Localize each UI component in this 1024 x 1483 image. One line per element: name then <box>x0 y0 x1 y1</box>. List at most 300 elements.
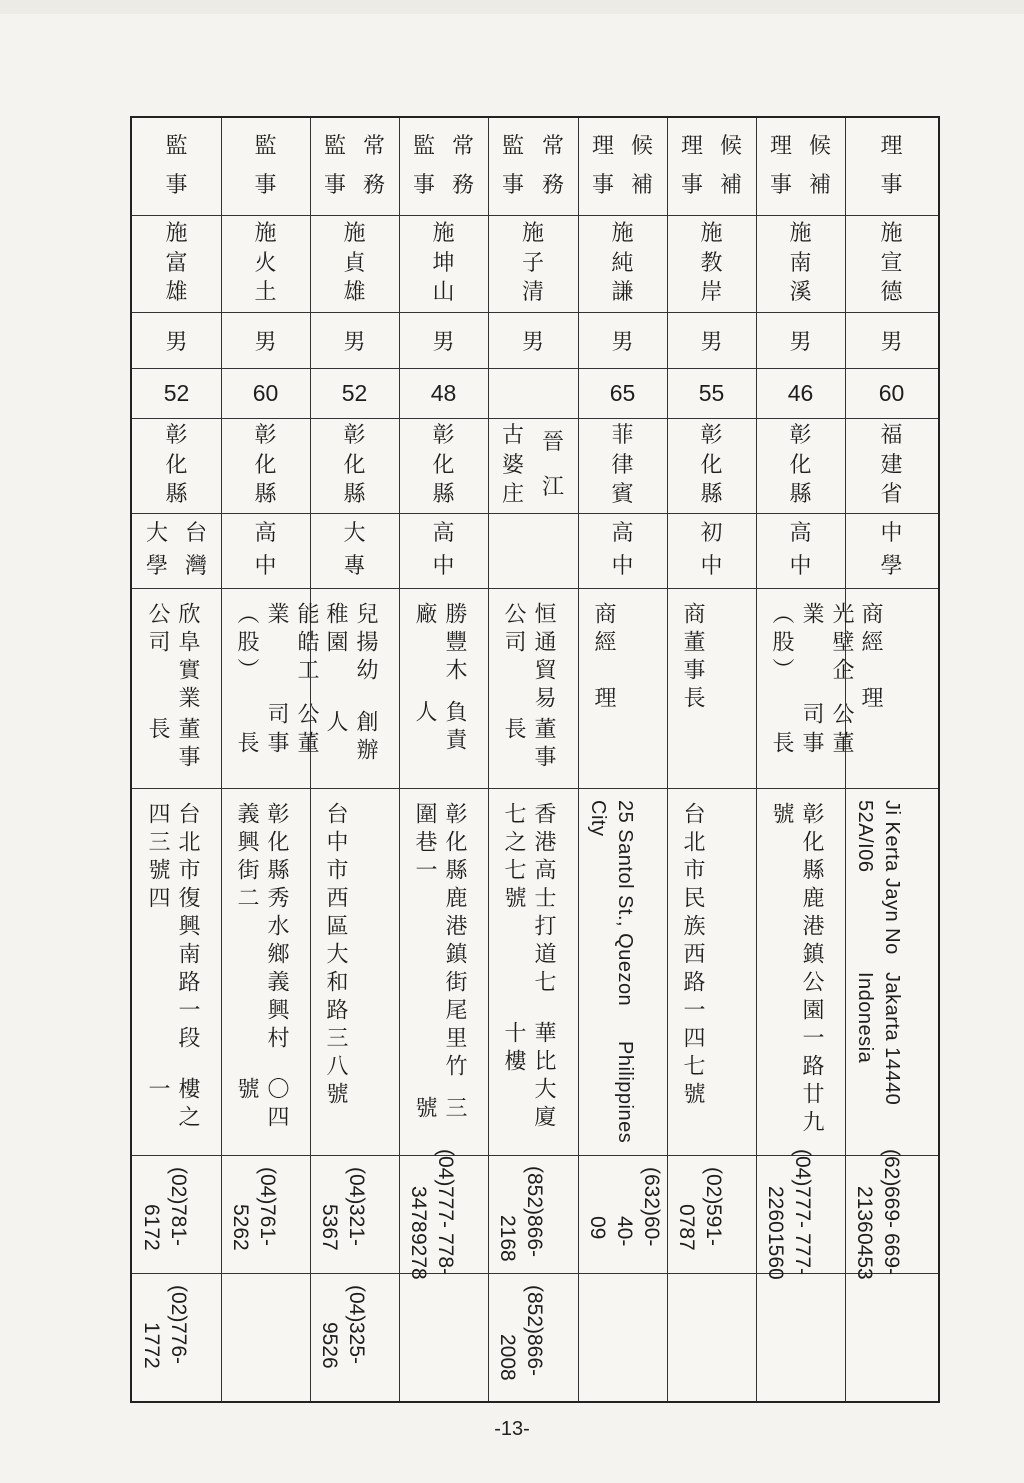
age: 60 <box>252 379 279 406</box>
occupation-line: 公司 <box>264 702 319 731</box>
occupation-line: 商 <box>858 602 883 630</box>
title <box>164 118 190 215</box>
member-column <box>756 118 854 1401</box>
gender: 男 <box>789 329 812 355</box>
member-column <box>667 118 756 1401</box>
occupation <box>845 588 895 788</box>
member-name-char: 德 <box>880 280 903 306</box>
address-line: 彰化縣鹿港鎮公園一路廿九號 <box>769 802 824 1138</box>
phone2-cell <box>667 1273 756 1405</box>
address-line: Jakarta 14440 Indonesia <box>854 972 903 1106</box>
name-cell <box>845 215 938 312</box>
title-left <box>500 118 526 215</box>
origin-char: 化 <box>700 452 723 478</box>
phone2-cell <box>310 1273 399 1405</box>
edu <box>756 513 845 588</box>
phone1-cell <box>132 1155 221 1273</box>
edu-char: 中 <box>789 553 812 579</box>
page-number: -13- <box>494 1418 530 1440</box>
title-pair <box>578 118 667 215</box>
address <box>310 788 360 1155</box>
edu-char: 高 <box>254 521 277 547</box>
edu <box>399 513 488 588</box>
member-name-char: 教 <box>700 250 723 276</box>
member-name <box>756 215 845 312</box>
origin <box>667 418 756 513</box>
name-cell <box>221 215 310 312</box>
title-char: 常 <box>451 133 474 159</box>
member-column <box>578 118 667 1401</box>
phone-line: 669-0453 <box>853 1232 903 1280</box>
occupation <box>667 588 717 788</box>
title-char: 事 <box>591 173 614 199</box>
title-cell <box>488 118 578 215</box>
member-name-char: 岸 <box>700 280 723 306</box>
title-cell <box>667 118 756 215</box>
title-char: 監 <box>501 133 524 159</box>
phone-alt <box>488 1273 554 1405</box>
member-name-char: 雄 <box>343 280 366 306</box>
phone2-cell <box>845 1273 938 1405</box>
address <box>132 788 212 1155</box>
origin-char: 彰 <box>432 423 455 449</box>
address-cell <box>578 788 667 1155</box>
title-char: 理 <box>769 133 792 159</box>
name-cell <box>488 215 578 312</box>
age-cell <box>667 368 756 418</box>
title-pair <box>488 118 578 215</box>
edu-char: 專 <box>343 553 366 579</box>
origin-char: 化 <box>254 452 277 478</box>
title-char: 監 <box>412 133 435 159</box>
origin-char: 晉 <box>541 430 564 455</box>
phone2-cell <box>488 1273 578 1405</box>
phone1-cell <box>845 1148 938 1280</box>
phone1-cell <box>399 1148 488 1280</box>
phone-line: 60-40-09 <box>586 1216 663 1247</box>
title-char: 事 <box>412 173 435 199</box>
edu-cell <box>399 513 488 588</box>
title-char: 務 <box>541 173 564 199</box>
member-name <box>310 215 399 312</box>
title-char: 理 <box>680 133 703 159</box>
origin-cell <box>310 418 399 513</box>
address-line: 25 Santol St., Quezon City <box>587 800 636 1007</box>
origin-char: 古 <box>501 423 524 449</box>
title-char: 事 <box>165 173 188 199</box>
address-cell <box>488 788 578 1155</box>
address-cell <box>399 788 488 1155</box>
edu-char: 中 <box>700 553 723 579</box>
member-column <box>310 118 399 1401</box>
age: 55 <box>698 379 725 406</box>
address <box>845 788 911 1155</box>
gender-cell <box>399 312 488 368</box>
title-char: 補 <box>808 173 831 199</box>
phone-line: (04) <box>791 1148 814 1186</box>
age: 52 <box>341 379 368 406</box>
occupation-line: 商 <box>591 602 616 630</box>
phone-line: 669-2136 <box>853 1185 903 1233</box>
title-pair <box>756 118 845 215</box>
address <box>756 788 836 1155</box>
origin-char: 彰 <box>789 423 812 449</box>
origin-char: 彰 <box>343 423 366 449</box>
occupation-line: 董事長 <box>680 630 705 714</box>
age-cell <box>845 368 938 418</box>
address-line: Ji Kerta Jayn No 52A/I06 <box>854 800 903 955</box>
phone-alt <box>132 1273 198 1405</box>
origin <box>132 418 221 513</box>
origin-cell <box>756 418 845 513</box>
address-cell <box>756 788 845 1155</box>
member-column <box>399 118 488 1401</box>
phone2-cell <box>578 1273 667 1405</box>
edu-char: 初 <box>700 521 723 547</box>
title-cell <box>756 118 845 215</box>
origin-char: 菲 <box>611 423 634 449</box>
occupation <box>310 588 390 788</box>
occupation-line: 創辦人 <box>323 709 378 766</box>
origin-pair <box>488 418 578 513</box>
job-cell <box>132 588 221 788</box>
title-pair <box>399 118 488 215</box>
edu-char: 灣 <box>184 553 207 579</box>
edu-right <box>183 513 209 588</box>
phone-line: (02) <box>167 1285 190 1323</box>
phone <box>399 1148 465 1280</box>
member-column <box>845 118 938 1401</box>
gender-cell <box>488 312 578 368</box>
age: 52 <box>163 379 190 406</box>
title-cell <box>845 118 938 215</box>
member-name-char: 施 <box>254 220 277 246</box>
edu-cell <box>221 513 310 588</box>
member-name <box>132 215 221 312</box>
edu-cell <box>756 513 845 588</box>
origin-char: 彰 <box>254 423 277 449</box>
gender-cell <box>132 312 221 368</box>
edu-char: 高 <box>789 521 812 547</box>
gender: 男 <box>254 329 277 355</box>
address <box>578 788 644 1155</box>
gender: 男 <box>880 329 903 355</box>
address-line: 華比大廈十樓 <box>501 1021 556 1134</box>
gender: 男 <box>700 329 723 355</box>
origin-char: 建 <box>880 452 903 478</box>
job-cell <box>399 588 488 788</box>
phone <box>667 1155 733 1273</box>
origin-cell <box>578 418 667 513</box>
occupation-line: 經 理 <box>858 630 883 714</box>
title-pair <box>221 118 310 215</box>
occupation-line: 董事長 <box>234 731 319 759</box>
origin-char: 縣 <box>700 481 723 507</box>
origin <box>399 418 488 513</box>
address <box>488 788 568 1155</box>
member-name-char: 施 <box>165 220 188 246</box>
occupation <box>399 588 479 788</box>
age-cell <box>221 368 310 418</box>
job-cell <box>845 588 938 788</box>
occupation-line: 兒揚幼稚園 <box>323 602 378 686</box>
origin-char: 彰 <box>700 423 723 449</box>
member-name-char: 貞 <box>343 250 366 276</box>
phone-line: (852) <box>523 1166 546 1216</box>
address-line: Philippines <box>614 1040 636 1143</box>
address-cell <box>132 788 221 1155</box>
edu <box>667 513 756 588</box>
member-name-char: 富 <box>165 250 188 276</box>
member-name-char: 謙 <box>611 280 634 306</box>
title-right <box>629 118 655 215</box>
age <box>488 368 578 418</box>
phone2-cell <box>132 1273 221 1405</box>
occupation <box>488 588 568 788</box>
title-char: 事 <box>680 173 703 199</box>
phone <box>578 1155 671 1273</box>
title-char: 理 <box>880 133 903 159</box>
member-name-char: 火 <box>254 250 277 276</box>
title-char: 監 <box>323 133 346 159</box>
phone-line: (852) <box>523 1285 546 1335</box>
phone-alt <box>310 1273 376 1405</box>
address <box>399 788 479 1155</box>
origin <box>310 418 399 513</box>
origin-cell <box>132 418 221 513</box>
age-cell <box>399 368 488 418</box>
member-name-char: 施 <box>343 220 366 246</box>
phone-line: 866-2168 <box>496 1215 546 1262</box>
job-cell <box>488 588 578 788</box>
address-line: 〇四號 <box>234 1077 289 1134</box>
gender-cell <box>221 312 310 368</box>
origin-char: 化 <box>789 452 812 478</box>
phone-line: (04) <box>256 1167 279 1205</box>
member-column <box>221 118 319 1401</box>
job-cell <box>667 588 756 788</box>
phone <box>132 1155 198 1273</box>
title-left <box>768 118 794 215</box>
member-name-char: 子 <box>521 250 544 276</box>
title-right <box>540 118 566 215</box>
member-name-char: 施 <box>789 220 812 246</box>
name-cell <box>756 215 845 312</box>
phone-line: 781-6172 <box>140 1204 190 1252</box>
age-cell <box>310 368 399 418</box>
edu-char: 學 <box>880 553 903 579</box>
occupation-line: 能皓工業（股） <box>234 602 319 686</box>
edu-cell <box>132 513 221 588</box>
member-table <box>130 116 940 1403</box>
edu-char: 高 <box>432 521 455 547</box>
member-name-char: 純 <box>611 250 634 276</box>
occupation-line: 董事長 <box>501 716 556 773</box>
phone-line: (02) <box>702 1167 725 1205</box>
title-char: 事 <box>501 173 524 199</box>
origin <box>578 418 667 513</box>
origin-cell <box>667 418 756 513</box>
origin-char: 縣 <box>432 481 455 507</box>
gender: 男 <box>611 329 634 355</box>
phone-line: (04) <box>345 1167 368 1205</box>
phone <box>221 1155 287 1273</box>
edu-char: 學 <box>145 553 168 579</box>
edu <box>578 513 667 588</box>
member-name <box>578 215 667 312</box>
member-name-char: 清 <box>521 280 544 306</box>
occupation <box>132 588 212 788</box>
origin-char: 彰 <box>165 423 188 449</box>
member-name <box>667 215 756 312</box>
name-cell <box>310 215 399 312</box>
title-left <box>679 118 705 215</box>
phone1-cell <box>221 1155 310 1273</box>
edu-cell <box>667 513 756 588</box>
title-char: 補 <box>719 173 742 199</box>
member-column <box>488 118 578 1401</box>
title-left <box>590 118 616 215</box>
title-cell <box>578 118 667 215</box>
occupation <box>578 588 628 788</box>
age-cell <box>488 368 578 418</box>
title-char: 事 <box>323 173 346 199</box>
address-cell <box>221 788 310 1155</box>
title-char: 候 <box>630 133 653 159</box>
title-char: 監 <box>254 133 277 159</box>
origin-char: 庄 <box>501 481 524 507</box>
origin-char: 縣 <box>254 481 277 507</box>
origin-char: 律 <box>611 452 634 478</box>
job-cell <box>578 588 667 788</box>
title-right <box>807 118 833 215</box>
age: 65 <box>609 379 636 406</box>
occupation-line: 勝豐木廠 <box>412 602 467 686</box>
title-pair <box>667 118 756 215</box>
origin <box>221 418 310 513</box>
gender: 男 <box>165 329 188 355</box>
address-line: 彰化縣鹿港鎮街尾里竹圍巷一 <box>412 802 467 1082</box>
origin-char: 江 <box>541 475 564 500</box>
origin-cell <box>845 418 938 513</box>
name-cell <box>578 215 667 312</box>
phone1-cell <box>756 1148 845 1280</box>
member-column <box>132 118 221 1401</box>
occupation-line: 董事長 <box>769 731 854 759</box>
phone-alt <box>221 1273 233 1405</box>
address-line: 彰化縣秀水鄉義興村義興街二 <box>234 802 289 1054</box>
origin-char: 化 <box>343 452 366 478</box>
gender-cell <box>845 312 938 368</box>
title-char: 務 <box>451 173 474 199</box>
title-pair <box>310 118 399 215</box>
edu-pair <box>132 513 221 588</box>
origin-char: 福 <box>880 423 903 449</box>
job-cell <box>221 588 319 788</box>
origin-left <box>500 418 526 513</box>
gender-cell <box>756 312 845 368</box>
occupation-line: 經 理 <box>591 630 616 714</box>
age: 60 <box>878 379 905 406</box>
address-cell <box>310 788 399 1155</box>
phone2-cell <box>221 1273 310 1405</box>
name-cell <box>132 215 221 312</box>
address-line: 香港高士打道七七之七號 <box>501 802 556 998</box>
phone-line: (04) <box>434 1148 457 1186</box>
phone2-cell <box>399 1273 488 1405</box>
name-cell <box>399 215 488 312</box>
title-char: 補 <box>630 173 653 199</box>
address <box>667 788 717 1155</box>
phone-line: (62) <box>880 1148 903 1186</box>
origin <box>756 418 845 513</box>
origin-char: 縣 <box>343 481 366 507</box>
phone2-cell <box>756 1273 845 1405</box>
title-left <box>322 118 348 215</box>
member-name-char: 山 <box>432 280 455 306</box>
title-char: 事 <box>880 173 903 199</box>
origin-char: 化 <box>432 452 455 478</box>
address-line: 台北市復興南路一段四三號四 <box>145 802 200 1054</box>
member-name <box>399 215 488 312</box>
occupation-line: 董事長 <box>145 716 200 773</box>
edu-cell <box>310 513 399 588</box>
address-cell <box>845 788 938 1155</box>
title-char: 監 <box>165 133 188 159</box>
gender: 男 <box>343 329 366 355</box>
phone1-cell <box>578 1155 667 1273</box>
member-name-char: 施 <box>611 220 634 246</box>
address-line: 台中市西區大和路三八號 <box>323 802 348 1110</box>
member-name <box>221 215 310 312</box>
phone-line: 778-9278 <box>407 1232 457 1280</box>
address-line: 樓之一 <box>145 1077 200 1134</box>
phone <box>756 1148 822 1280</box>
edu-cell <box>488 513 578 588</box>
edu-left <box>144 513 170 588</box>
origin-cell <box>221 418 310 513</box>
member-name-char: 雄 <box>165 280 188 306</box>
phone-line: 325-9526 <box>318 1322 368 1370</box>
member-name-char: 宣 <box>880 250 903 276</box>
phone-line: 761-5262 <box>229 1204 279 1252</box>
title-char: 理 <box>591 133 614 159</box>
occupation-line: 負責人 <box>412 700 467 757</box>
member-name <box>845 215 938 312</box>
gender-cell <box>578 312 667 368</box>
age-cell <box>756 368 845 418</box>
member-name-char: 溪 <box>789 280 812 306</box>
title-right <box>450 118 476 215</box>
phone-line: (04) <box>345 1285 368 1323</box>
name-cell <box>667 215 756 312</box>
phone-line: 777-2260 <box>764 1185 814 1233</box>
origin-char: 縣 <box>165 481 188 507</box>
address-line: 三號 <box>412 1095 467 1124</box>
phone1-cell <box>667 1155 756 1273</box>
title-char: 務 <box>362 173 385 199</box>
phone1-cell <box>310 1155 399 1273</box>
origin-char: 縣 <box>789 481 812 507</box>
title-cell <box>221 118 310 215</box>
title-cell <box>310 118 399 215</box>
edu-char: 中 <box>432 553 455 579</box>
phone-line: (02) <box>167 1167 190 1205</box>
title-char: 常 <box>362 133 385 159</box>
title-pair <box>845 118 938 215</box>
origin-cell <box>488 418 578 513</box>
title-char: 事 <box>769 173 792 199</box>
